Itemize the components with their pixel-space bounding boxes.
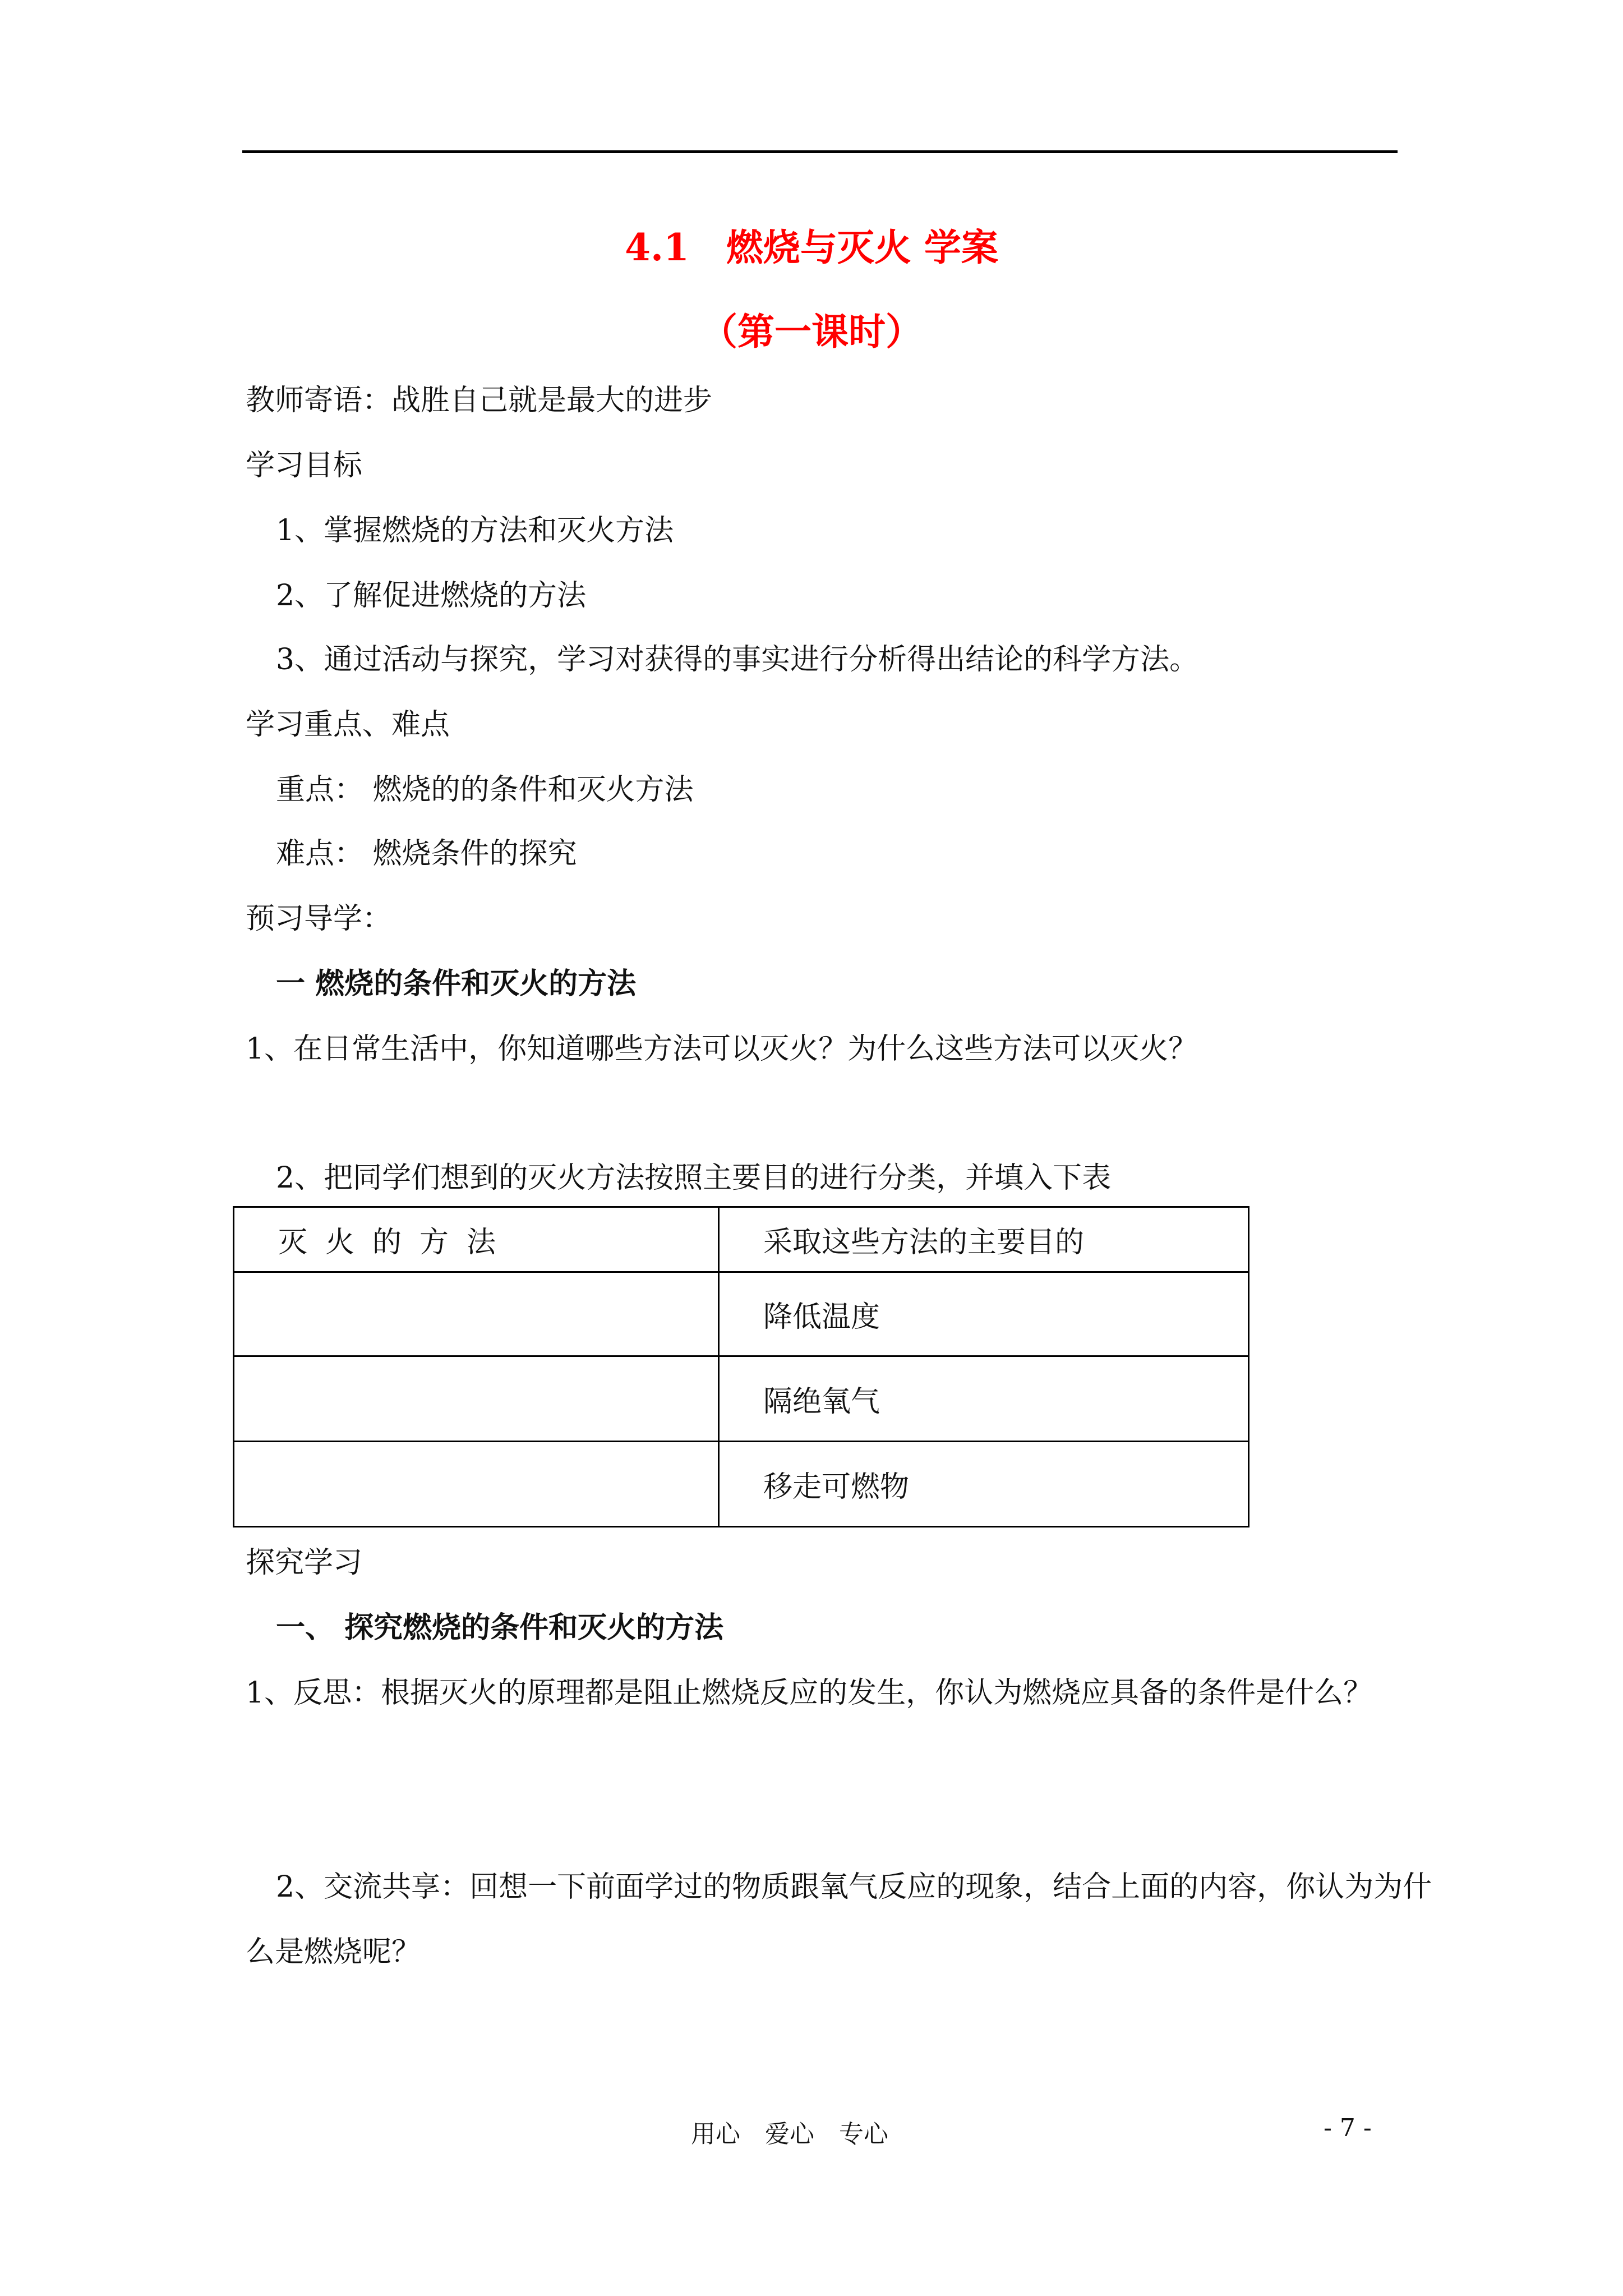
- table-row: [234, 1272, 1249, 1356]
- page-number: - 7 -: [1324, 2114, 1372, 2142]
- table-header-method: 灭火的方法: [234, 1207, 719, 1272]
- page-subtitle: （第一课时）: [700, 310, 923, 353]
- table-cell-method: [234, 1356, 719, 1442]
- table-cell-purpose: 隔绝氧气: [719, 1356, 1249, 1442]
- key-point-focus: 重点： 燃烧的的条件和灭火方法: [276, 773, 694, 807]
- preview-question-2: 2、把同学们想到的灭火方法按照主要目的进行分类，并填入下表: [276, 1161, 1112, 1195]
- inquiry-question-1: 1、反思：根据灭火的原理都是阻止燃烧反应的发生，你认为燃烧应具备的条件是什么？: [246, 1676, 1373, 1710]
- objectives-heading: 学习目标: [246, 449, 363, 482]
- preview-heading: 预习导学：: [246, 902, 392, 936]
- page-title: 4.1 燃烧与灭火 学案: [625, 226, 998, 269]
- table-cell-purpose: 降低温度: [719, 1272, 1249, 1356]
- header-rule: [242, 150, 1398, 153]
- extinguish-method-table: [233, 1206, 1249, 1527]
- inquiry-question-2-line-1: 2、交流共享：回想一下前面学过的物质跟氧气反应的现象，结合上面的内容，你认为为什: [276, 1870, 1432, 1904]
- teacher-motto: 教师寄语：战胜自己就是最大的进步: [246, 384, 713, 417]
- objective-item-3: 3、通过活动与探究，学习对获得的事实进行分析得出结论的科学方法。: [276, 643, 1199, 677]
- table-row: [234, 1356, 1249, 1442]
- key-point-difficulty: 难点： 燃烧条件的探究: [276, 837, 577, 871]
- table-cell-purpose: 移走可燃物: [719, 1442, 1249, 1527]
- preview-section-title: 一 燃烧的条件和灭火的方法: [276, 967, 637, 1001]
- objective-item-2: 2、了解促进燃烧的方法: [276, 579, 587, 613]
- table-cell-method: [234, 1442, 719, 1527]
- table-header-row: [234, 1207, 1249, 1272]
- table-header-purpose: 采取这些方法的主要目的: [719, 1207, 1249, 1272]
- preview-question-1: 1、在日常生活中，你知道哪些方法可以灭火？为什么这些方法可以灭火？: [246, 1032, 1198, 1066]
- table-row: [234, 1442, 1249, 1527]
- inquiry-question-2-line-2: 么是燃烧呢？: [246, 1935, 421, 1969]
- objective-item-1: 1、掌握燃烧的方法和灭火方法: [276, 514, 674, 547]
- table-cell-method: [234, 1272, 719, 1356]
- inquiry-heading: 探究学习: [246, 1546, 363, 1580]
- key-points-heading: 学习重点、难点: [246, 708, 450, 742]
- inquiry-section-title: 一、 探究燃烧的条件和灭火的方法: [276, 1611, 724, 1645]
- footer-slogan: 用心 爱心 专心: [691, 2120, 888, 2148]
